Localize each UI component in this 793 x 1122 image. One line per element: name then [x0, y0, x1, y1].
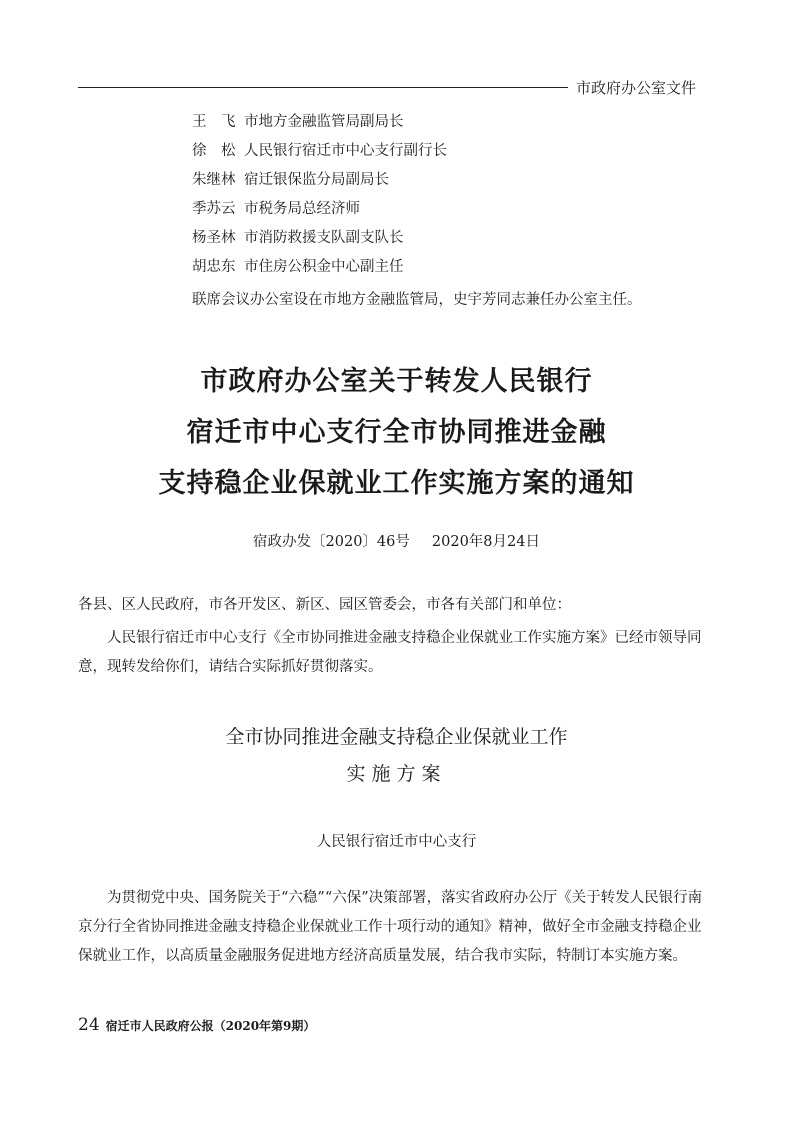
plan-title-line-2: 实施方案 [346, 763, 447, 785]
member-title: 市住房公积金中心副主任 [244, 259, 404, 275]
header-rule [78, 87, 568, 88]
doc-number-line [0, 530, 793, 551]
member-item [192, 199, 447, 228]
member-title: 市地方金融监管局副局长 [244, 114, 404, 130]
member-name: 杨圣林 [192, 230, 236, 246]
page-footer [78, 1015, 315, 1035]
notice-body: 人民银行宿迁市中心支行《全市协同推进金融支持稳企业保就业工作实施方案》已经市领导同意，现转发给你们，请结合实际抓好贯彻落实。 [78, 630, 702, 675]
member-title: 市消防救援支队副支队长 [244, 230, 404, 246]
addressee: 各县、区人民政府，市各开发区、新区、园区管委会，市各有关部门和单位： [78, 597, 571, 613]
member-name: 胡忠东 [192, 259, 236, 275]
member-list [192, 112, 447, 286]
member-title: 人民银行宿迁市中心支行副行长 [244, 143, 447, 159]
notice-title-line-1: 市政府办公室关于转发人民银行 [200, 366, 593, 397]
member-title: 市税务局总经济师 [244, 201, 360, 217]
member-item [192, 257, 447, 286]
member-item [192, 228, 447, 257]
header-section-label: 市政府办公室文件 [576, 79, 697, 97]
member-name: 徐 松 [192, 143, 236, 159]
notice-title-line-3: 支持稳企业保就业工作实施方案的通知 [158, 468, 635, 499]
plan-organization: 人民银行宿迁市中心支行 [316, 834, 477, 850]
member-name: 朱继林 [192, 172, 236, 188]
doc-date: 2020年8月24日 [431, 534, 540, 550]
plan-title-line-1: 全市协同推进金融支持稳企业保就业工作 [225, 726, 568, 748]
member-item [192, 170, 447, 199]
member-item [192, 141, 447, 170]
page-number: 24 [78, 1015, 100, 1035]
office-note: 联席会议办公室设在市地方金融监管局，史宇芳同志兼任办公室主任。 [192, 292, 642, 308]
member-title: 宿迁银保监分局副局长 [244, 172, 389, 188]
member-name: 季苏云 [192, 201, 236, 217]
notice-title-line-2: 宿迁市中心支行全市协同推进金融 [186, 417, 607, 448]
journal-name: 宿迁市人民政府公报（2020年第9期） [105, 1019, 316, 1033]
doc-number: 宿政办发〔2020〕46号 [253, 534, 410, 550]
plan-intro: 为贯彻党中央、国务院关于“六稳”“六保”决策部署，落实省政府办公厅《关于转发人民银行南京分行全省协同推进金融支持稳企业保就业工作十项行动的通知》精神，做好全市金融支持稳企业保就业工作，以高质量金融服务促进地方经济高质量发展，结合我市实际，特制订本实施方案。 [78, 890, 703, 964]
member-name: 王 飞 [192, 114, 236, 130]
member-item [192, 112, 447, 141]
